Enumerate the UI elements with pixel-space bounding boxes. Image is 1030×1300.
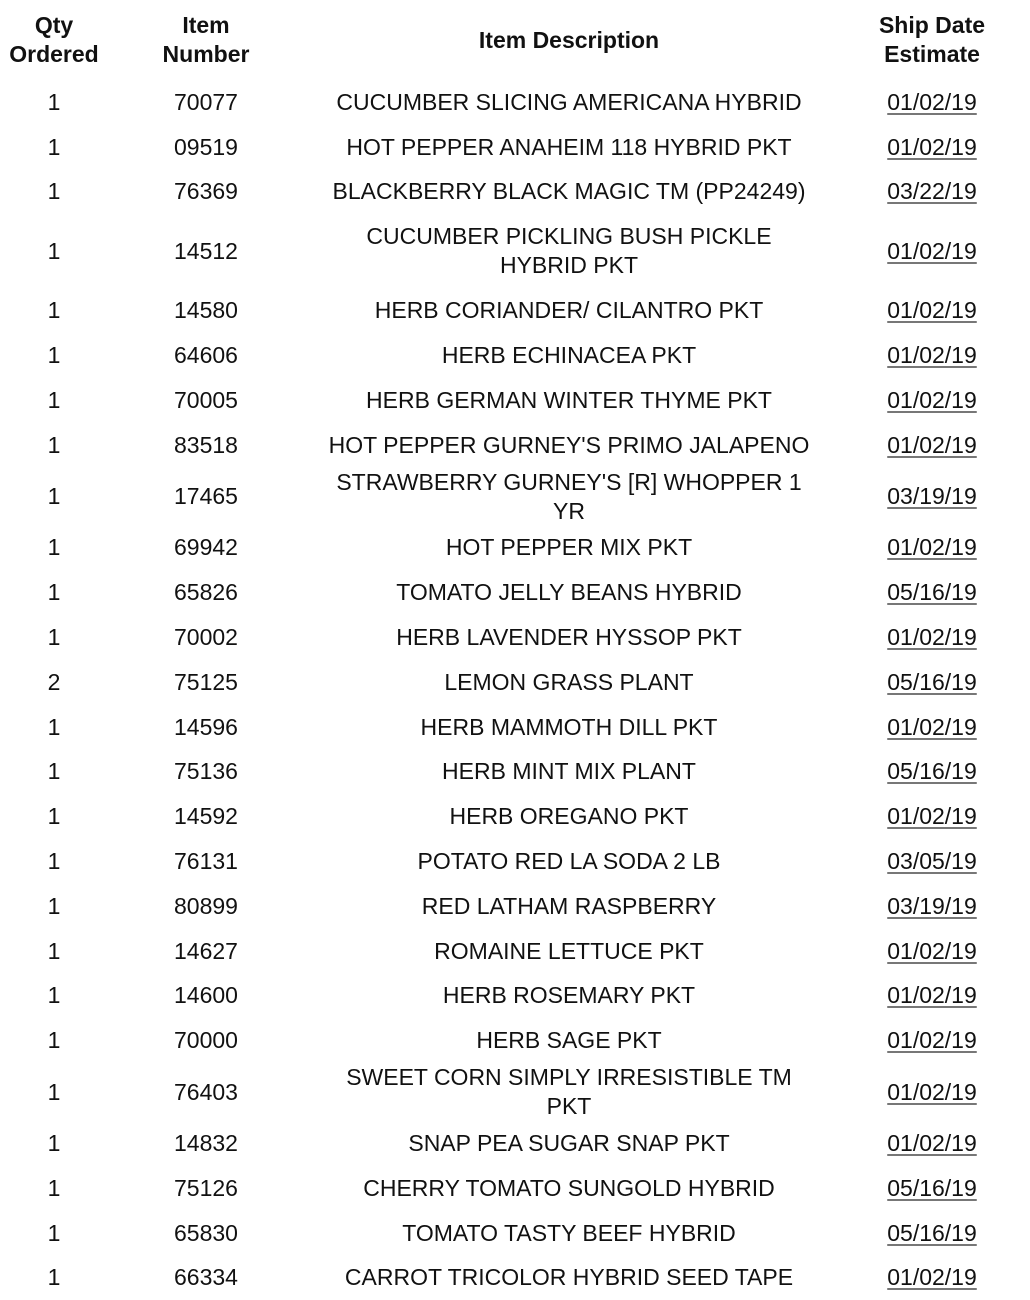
item-number-cell: 14596 <box>174 713 238 740</box>
ship-date-cell <box>834 1211 1030 1256</box>
table-row <box>0 378 1030 423</box>
qty-cell: 1 <box>47 758 61 785</box>
header-row <box>0 0 1030 80</box>
table-row <box>0 570 1030 615</box>
item-description-cell: TOMATO TASTY BEEF HYBRID <box>402 1219 736 1246</box>
ship-date-link[interactable]: 01/02/19 <box>887 1078 977 1105</box>
qty-cell: 1 <box>47 937 61 964</box>
ship-date-link[interactable]: 05/16/19 <box>887 1174 977 1201</box>
qty-cell: 1 <box>47 297 61 324</box>
item-number-header-line-1: Item <box>182 12 230 38</box>
ship-date-cell <box>834 570 1030 615</box>
table-row <box>0 839 1030 884</box>
ship-date-header-line-2: Estimate <box>884 41 980 67</box>
ship-date-cell <box>834 1256 1030 1300</box>
qty-cell: 1 <box>47 483 61 510</box>
ship-date-cell <box>834 80 1030 125</box>
qty-cell: 1 <box>47 1264 61 1291</box>
item-description-cell: SWEET CORN SIMPLY IRRESISTIBLE TM PKT <box>346 1064 792 1120</box>
item-description-cell: HERB MINT MIX PLANT <box>442 758 696 785</box>
item-description-cell: HERB OREGANO PKT <box>449 803 689 830</box>
item-description-cell: HERB SAGE PKT <box>476 1027 662 1054</box>
item-number-cell: 14600 <box>174 982 238 1009</box>
table-row <box>0 526 1030 571</box>
item-number-cell: 70077 <box>174 88 238 115</box>
ship-date-cell <box>834 170 1030 215</box>
ship-date-cell <box>834 660 1030 705</box>
item-description-cell: CARROT TRICOLOR HYBRID SEED TAPE <box>344 1264 794 1291</box>
item-number-cell: 83518 <box>174 431 238 458</box>
ship-date-cell <box>834 705 1030 750</box>
ship-date-link[interactable]: 01/02/19 <box>887 342 977 369</box>
table-row <box>0 1166 1030 1211</box>
qty-cell: 1 <box>47 624 61 651</box>
qty-cell: 1 <box>47 1219 61 1246</box>
item-description-cell: HERB LAVENDER HYSSOP PKT <box>396 624 742 651</box>
qty-ordered-header <box>0 0 108 80</box>
table-row <box>0 615 1030 660</box>
item-number-cell: 64606 <box>174 342 238 369</box>
table-row <box>0 660 1030 705</box>
qty-cell: 1 <box>47 1027 61 1054</box>
item-description-cell: HOT PEPPER GURNEY'S PRIMO JALAPENO <box>328 431 810 458</box>
ship-date-cell <box>834 839 1030 884</box>
item-description-cell: BLACKBERRY BLACK MAGIC TM (PP24249) <box>332 178 806 205</box>
ship-date-cell <box>834 929 1030 974</box>
ship-date-link[interactable]: 01/02/19 <box>887 386 977 413</box>
ship-date-link[interactable]: 01/02/19 <box>887 803 977 830</box>
item-description-cell: SNAP PEA SUGAR SNAP PKT <box>408 1130 730 1157</box>
item-number-cell: 76403 <box>174 1078 238 1105</box>
ship-date-link[interactable]: 01/02/19 <box>887 133 977 160</box>
item-description-cell: POTATO RED LA SODA 2 LB <box>417 848 721 875</box>
item-number-header <box>108 0 304 80</box>
ship-date-link[interactable]: 01/02/19 <box>887 1264 977 1291</box>
qty-cell: 1 <box>47 892 61 919</box>
ship-date-link[interactable]: 01/02/19 <box>887 982 977 1009</box>
ship-date-cell <box>834 1063 1030 1121</box>
table-row <box>0 333 1030 378</box>
item-number-cell: 65826 <box>174 579 238 606</box>
item-description-cell: ROMAINE LETTUCE PKT <box>434 937 704 964</box>
qty-cell: 1 <box>47 133 61 160</box>
table-row <box>0 705 1030 750</box>
qty-header-line-2: Ordered <box>9 41 99 67</box>
ship-date-link[interactable]: 03/05/19 <box>887 848 977 875</box>
item-description-cell: HERB MAMMOTH DILL PKT <box>420 713 718 740</box>
item-number-cell: 14627 <box>174 937 238 964</box>
table-row <box>0 468 1030 526</box>
table-row <box>0 170 1030 215</box>
table-row <box>0 929 1030 974</box>
table-row <box>0 974 1030 1019</box>
qty-cell: 1 <box>47 342 61 369</box>
item-number-cell: 70005 <box>174 386 238 413</box>
item-number-cell: 14580 <box>174 297 238 324</box>
item-number-cell: 14832 <box>174 1130 238 1157</box>
table-row <box>0 1211 1030 1256</box>
qty-cell: 1 <box>47 178 61 205</box>
item-description-cell: HERB GERMAN WINTER THYME PKT <box>366 386 772 413</box>
ship-date-cell <box>834 526 1030 571</box>
qty-cell: 1 <box>47 88 61 115</box>
ship-date-link[interactable]: 01/02/19 <box>887 88 977 115</box>
table-row <box>0 288 1030 333</box>
item-number-cell: 65830 <box>174 1219 238 1246</box>
qty-cell: 2 <box>47 668 61 695</box>
table-body <box>0 80 1030 1300</box>
item-description-header: Item Description <box>478 26 660 53</box>
item-description-cell: STRAWBERRY GURNEY'S [R] WHOPPER 1 YR <box>336 468 802 524</box>
table-row <box>0 750 1030 795</box>
qty-header-line-1: Qty <box>34 12 74 38</box>
item-description-cell: HERB CORIANDER/ CILANTRO PKT <box>374 297 764 324</box>
qty-cell: 1 <box>47 534 61 561</box>
ship-date-link[interactable]: 05/16/19 <box>887 1219 977 1246</box>
item-description-cell: LEMON GRASS PLANT <box>444 668 694 695</box>
ship-date-estimate-header <box>834 0 1030 80</box>
table-row <box>0 1121 1030 1166</box>
item-number-cell: 17465 <box>174 483 238 510</box>
ship-date-link[interactable]: 01/02/19 <box>887 1130 977 1157</box>
qty-cell: 1 <box>47 579 61 606</box>
ship-date-cell <box>834 794 1030 839</box>
table-row <box>0 214 1030 288</box>
item-number-cell: 66334 <box>174 1264 238 1291</box>
item-description-cell: CUCUMBER SLICING AMERICANA HYBRID <box>336 88 802 115</box>
item-number-cell: 75136 <box>174 758 238 785</box>
table-row <box>0 125 1030 170</box>
ship-date-link[interactable]: 03/19/19 <box>887 892 977 919</box>
item-description-cell: HOT PEPPER ANAHEIM 118 HYBRID PKT <box>346 133 792 160</box>
ship-date-cell <box>834 468 1030 526</box>
table-row <box>0 794 1030 839</box>
qty-cell: 1 <box>47 982 61 1009</box>
item-description-cell: HOT PEPPER MIX PKT <box>445 534 693 561</box>
ship-date-cell <box>834 884 1030 929</box>
table-row <box>0 423 1030 468</box>
item-number-cell: 09519 <box>174 133 238 160</box>
ship-date-cell <box>834 615 1030 660</box>
ship-date-header-line-1: Ship Date <box>878 12 986 38</box>
ship-date-link[interactable]: 01/02/19 <box>887 1027 977 1054</box>
ship-date-cell <box>834 1018 1030 1063</box>
ship-date-link[interactable]: 01/02/19 <box>887 713 977 740</box>
ship-date-link[interactable]: 01/02/19 <box>887 237 977 264</box>
ship-date-cell <box>834 1121 1030 1166</box>
ship-date-cell <box>834 378 1030 423</box>
item-number-cell: 80899 <box>174 892 238 919</box>
ship-date-cell <box>834 974 1030 1019</box>
table-row <box>0 1256 1030 1300</box>
ship-date-link[interactable]: 01/02/19 <box>887 431 977 458</box>
ship-date-link[interactable]: 05/16/19 <box>887 668 977 695</box>
qty-cell: 1 <box>47 1078 61 1105</box>
ship-date-link[interactable]: 01/02/19 <box>887 297 977 324</box>
ship-date-link[interactable]: 03/22/19 <box>887 178 977 205</box>
item-description-cell: RED LATHAM RASPBERRY <box>421 892 717 919</box>
item-description-cell: CHERRY TOMATO SUNGOLD HYBRID <box>363 1174 775 1201</box>
ship-date-cell <box>834 750 1030 795</box>
qty-cell: 1 <box>47 848 61 875</box>
item-description-cell: HERB ROSEMARY PKT <box>442 982 696 1009</box>
item-number-cell: 75125 <box>174 668 238 695</box>
item-number-header-line-2: Number <box>162 41 250 67</box>
ship-date-link[interactable]: 05/16/19 <box>887 758 977 785</box>
ship-date-cell <box>834 125 1030 170</box>
ship-date-cell <box>834 1166 1030 1211</box>
table-row <box>0 1063 1030 1121</box>
qty-cell: 1 <box>47 237 61 264</box>
ship-date-cell <box>834 288 1030 333</box>
ship-date-link[interactable]: 01/02/19 <box>887 937 977 964</box>
qty-cell: 1 <box>47 386 61 413</box>
item-number-cell: 76369 <box>174 178 238 205</box>
item-number-cell: 70002 <box>174 624 238 651</box>
ship-date-cell <box>834 333 1030 378</box>
item-number-cell: 70000 <box>174 1027 238 1054</box>
table-row <box>0 1018 1030 1063</box>
item-description-cell: TOMATO JELLY BEANS HYBRID <box>396 579 742 606</box>
item-number-cell: 75126 <box>174 1174 238 1201</box>
qty-cell: 1 <box>47 803 61 830</box>
ship-date-link[interactable]: 01/02/19 <box>887 624 977 651</box>
ship-date-link[interactable]: 03/19/19 <box>887 483 977 510</box>
item-number-cell: 69942 <box>174 534 238 561</box>
item-number-cell: 14592 <box>174 803 238 830</box>
qty-cell: 1 <box>47 1130 61 1157</box>
qty-cell: 1 <box>47 1174 61 1201</box>
ship-date-link[interactable]: 05/16/19 <box>887 579 977 606</box>
ship-date-cell <box>834 214 1030 288</box>
qty-cell: 1 <box>47 431 61 458</box>
table-row <box>0 80 1030 125</box>
ship-date-link[interactable]: 01/02/19 <box>887 534 977 561</box>
table-header <box>0 0 1030 80</box>
ship-date-cell <box>834 423 1030 468</box>
item-number-cell: 76131 <box>174 848 238 875</box>
item-number-cell: 14512 <box>174 237 238 264</box>
item-description-cell: HERB ECHINACEA PKT <box>441 342 697 369</box>
qty-cell: 1 <box>47 713 61 740</box>
item-description-cell: CUCUMBER PICKLING BUSH PICKLE HYBRID PKT <box>366 223 772 279</box>
table-row <box>0 884 1030 929</box>
